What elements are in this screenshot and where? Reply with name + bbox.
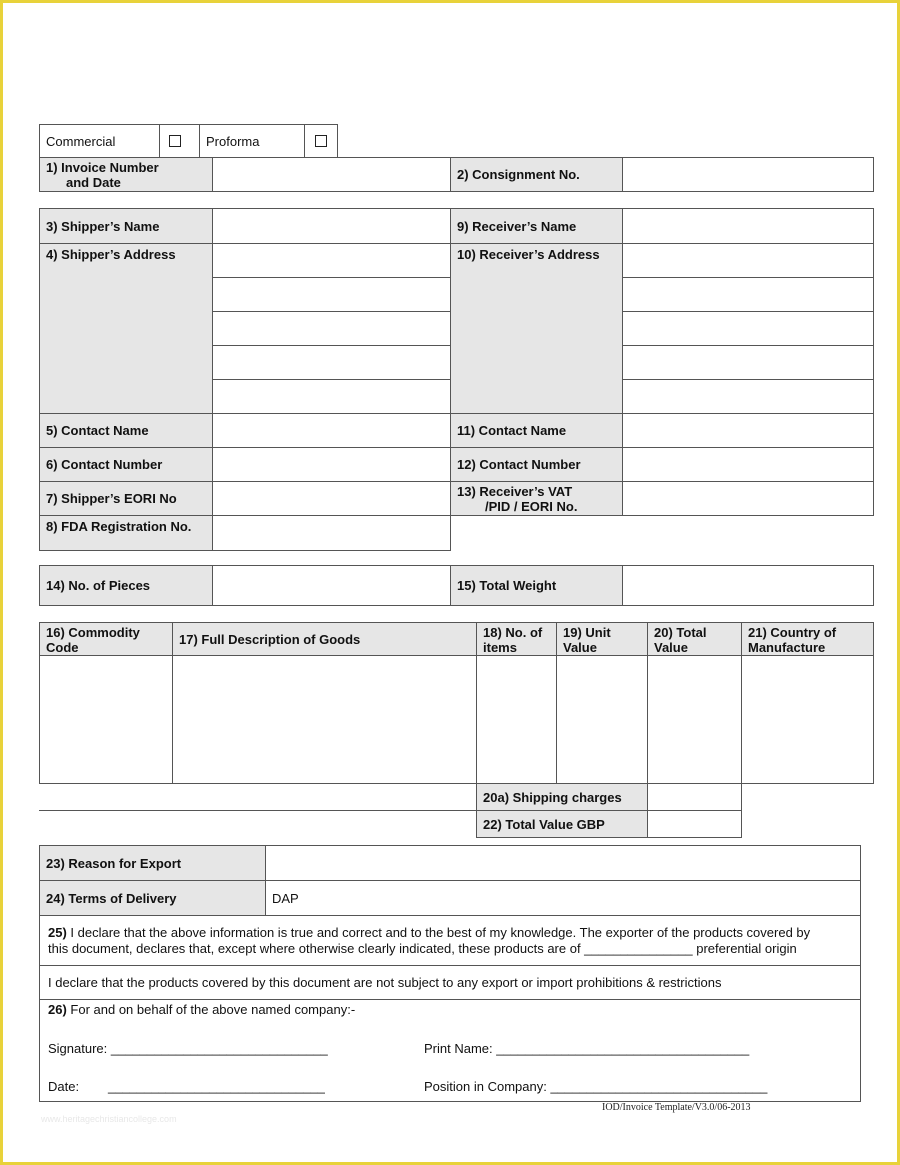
col-total-value-text: 20) Total Value <box>654 625 707 655</box>
declaration-26-line <box>48 1002 355 1018</box>
total-weight-label-text: 15) Total Weight <box>457 578 557 593</box>
fda-registration-field[interactable] <box>212 515 451 551</box>
reason-export-text: 23) Reason for Export <box>46 855 182 871</box>
receiver-address-label <box>450 243 623 414</box>
declaration-26 <box>39 999 861 1102</box>
receiver-name-label-text: 9) Receiver’s Name <box>457 218 577 234</box>
declaration-25 <box>39 915 861 966</box>
shipping-charges-label <box>476 783 648 811</box>
pieces-field[interactable] <box>212 565 451 606</box>
shipper-contact-name-field[interactable] <box>212 413 451 448</box>
goods-country-cell[interactable] <box>741 655 874 784</box>
prohibitions-declaration <box>39 965 861 1000</box>
commercial-label: Commercial <box>46 133 116 149</box>
receiver-contact-number-label <box>450 447 623 482</box>
declaration-25-line2: this document, declares that, except where otherwise clearly indicated, these products are of _______________ preferential origin <box>48 941 797 956</box>
receiver-vat-line2: /PID / EORI No. <box>485 499 578 514</box>
totals-divider-line <box>39 810 477 811</box>
declaration-25-line1 <box>48 925 852 941</box>
goods-description-cell[interactable] <box>172 655 477 784</box>
shipping-charges-text: 20a) Shipping charges <box>483 789 622 805</box>
terms-delivery-label <box>39 880 266 916</box>
receiver-address-line-5[interactable] <box>622 379 874 414</box>
shipper-address-line-3[interactable] <box>212 311 451 346</box>
print-name-field[interactable]: Print Name: ___________________________________ <box>424 1041 750 1056</box>
proforma-checkbox[interactable] <box>315 135 327 147</box>
shipper-contact-number-field[interactable] <box>212 447 451 482</box>
commercial-checkbox-cell <box>159 124 200 158</box>
reason-export-label <box>39 845 266 881</box>
goods-no-items-cell[interactable] <box>476 655 557 784</box>
date-field[interactable]: Date: ______________________________ <box>48 1079 325 1094</box>
receiver-vat-line1: 13) Receiver’s VAT <box>457 484 573 499</box>
terms-delivery-text: 24) Terms of Delivery <box>46 890 177 906</box>
receiver-address-line-2[interactable] <box>622 277 874 312</box>
consignment-label-text: 2) Consignment No. <box>457 167 580 182</box>
shipper-contact-name-text: 5) Contact Name <box>46 423 149 438</box>
col-unit-value <box>556 622 648 656</box>
invoice-number-label <box>39 157 213 192</box>
shipper-contact-number-label <box>39 447 213 482</box>
shipper-address-line-2[interactable] <box>212 277 451 312</box>
goods-total-value-cell[interactable] <box>647 655 742 784</box>
total-value-gbp-label <box>476 810 648 838</box>
col-country <box>741 622 874 656</box>
total-value-gbp-field[interactable] <box>647 810 742 838</box>
fda-registration-label <box>39 515 213 551</box>
col-no-items <box>476 622 557 656</box>
col-description <box>172 622 477 656</box>
pieces-label <box>39 565 213 606</box>
commercial-option <box>39 124 160 158</box>
proforma-option <box>199 124 305 158</box>
shipper-eori-field[interactable] <box>212 481 451 516</box>
shipping-charges-field[interactable] <box>647 783 742 811</box>
signature-field[interactable]: Signature: ______________________________ <box>48 1041 328 1056</box>
total-weight-label <box>450 565 623 606</box>
receiver-name-field[interactable] <box>622 208 874 244</box>
col-country-text: 21) Country of Manufacture <box>748 625 837 655</box>
receiver-address-line-4[interactable] <box>622 345 874 380</box>
shipper-address-label <box>39 243 213 414</box>
receiver-vat-field[interactable] <box>622 481 874 516</box>
prohibitions-text: I declare that the products covered by this document are not subject to any export or import prohibitions & restrictions <box>48 974 722 990</box>
receiver-contact-name-field[interactable] <box>622 413 874 448</box>
col-commodity-code-text: 16) Commodity Code <box>46 625 140 655</box>
terms-delivery-value: DAP <box>272 890 299 906</box>
watermark-text: www.heritagechristiancollege.com <box>41 1114 177 1124</box>
proforma-label: Proforma <box>206 133 260 149</box>
shipper-eori-text: 7) Shipper’s EORI No <box>46 491 177 506</box>
position-field[interactable]: Position in Company: ______________________________ <box>424 1079 768 1094</box>
declaration-25-number: 25) <box>48 925 67 940</box>
receiver-contact-name-text: 11) Contact Name <box>457 423 567 438</box>
template-version: IOD/Invoice Template/V3.0/06-2013 <box>602 1102 751 1113</box>
reason-export-field[interactable] <box>265 845 861 881</box>
invoice-number-field[interactable] <box>212 157 451 192</box>
goods-commodity-cell[interactable] <box>39 655 173 784</box>
goods-unit-value-cell[interactable] <box>556 655 648 784</box>
declaration-26-number: 26) <box>48 1002 67 1017</box>
col-commodity-code <box>39 622 173 656</box>
commercial-checkbox[interactable] <box>169 135 181 147</box>
shipper-name-field[interactable] <box>212 208 451 244</box>
total-weight-field[interactable] <box>622 565 874 606</box>
shipper-address-line-1[interactable] <box>212 243 451 278</box>
receiver-contact-name-label <box>450 413 623 448</box>
receiver-contact-number-text: 12) Contact Number <box>457 457 581 472</box>
col-unit-value-text: 19) Unit Value <box>563 625 611 655</box>
invoice-number-label-line1: 1) Invoice Number <box>46 160 159 175</box>
invoice-number-label-line2: and Date <box>66 175 121 190</box>
declaration-25-text-a: I declare that the above information is true and correct and to the best of my knowledge. The exporter of the products covered by <box>66 925 811 940</box>
shipper-contact-number-text: 6) Contact Number <box>46 457 163 472</box>
col-description-text: 17) Full Description of Goods <box>179 631 361 647</box>
proforma-checkbox-cell <box>304 124 338 158</box>
shipper-name-label <box>39 208 213 244</box>
receiver-address-line-3[interactable] <box>622 311 874 346</box>
consignment-field[interactable] <box>622 157 874 192</box>
terms-delivery-field[interactable] <box>265 880 861 916</box>
receiver-name-label <box>450 208 623 244</box>
receiver-address-line-1[interactable] <box>622 243 874 278</box>
shipper-address-line-4[interactable] <box>212 345 451 380</box>
consignment-label <box>450 157 623 192</box>
shipper-name-label-text: 3) Shipper’s Name <box>46 218 160 234</box>
declaration-26-text: For and on behalf of the above named company:- <box>66 1002 356 1017</box>
total-value-gbp-text: 22) Total Value GBP <box>483 816 605 832</box>
shipper-address-label-text: 4) Shipper’s Address <box>46 247 176 262</box>
pieces-label-text: 14) No. of Pieces <box>46 578 151 593</box>
receiver-contact-number-field[interactable] <box>622 447 874 482</box>
receiver-vat-label <box>450 481 623 516</box>
col-total-value <box>647 622 742 656</box>
fda-registration-text: 8) FDA Registration No. <box>46 519 192 534</box>
shipper-contact-name-label <box>39 413 213 448</box>
receiver-address-label-text: 10) Receiver’s Address <box>457 247 600 262</box>
shipper-eori-label <box>39 481 213 516</box>
shipper-address-line-5[interactable] <box>212 379 451 414</box>
col-no-items-text: 18) No. of items <box>483 625 543 655</box>
